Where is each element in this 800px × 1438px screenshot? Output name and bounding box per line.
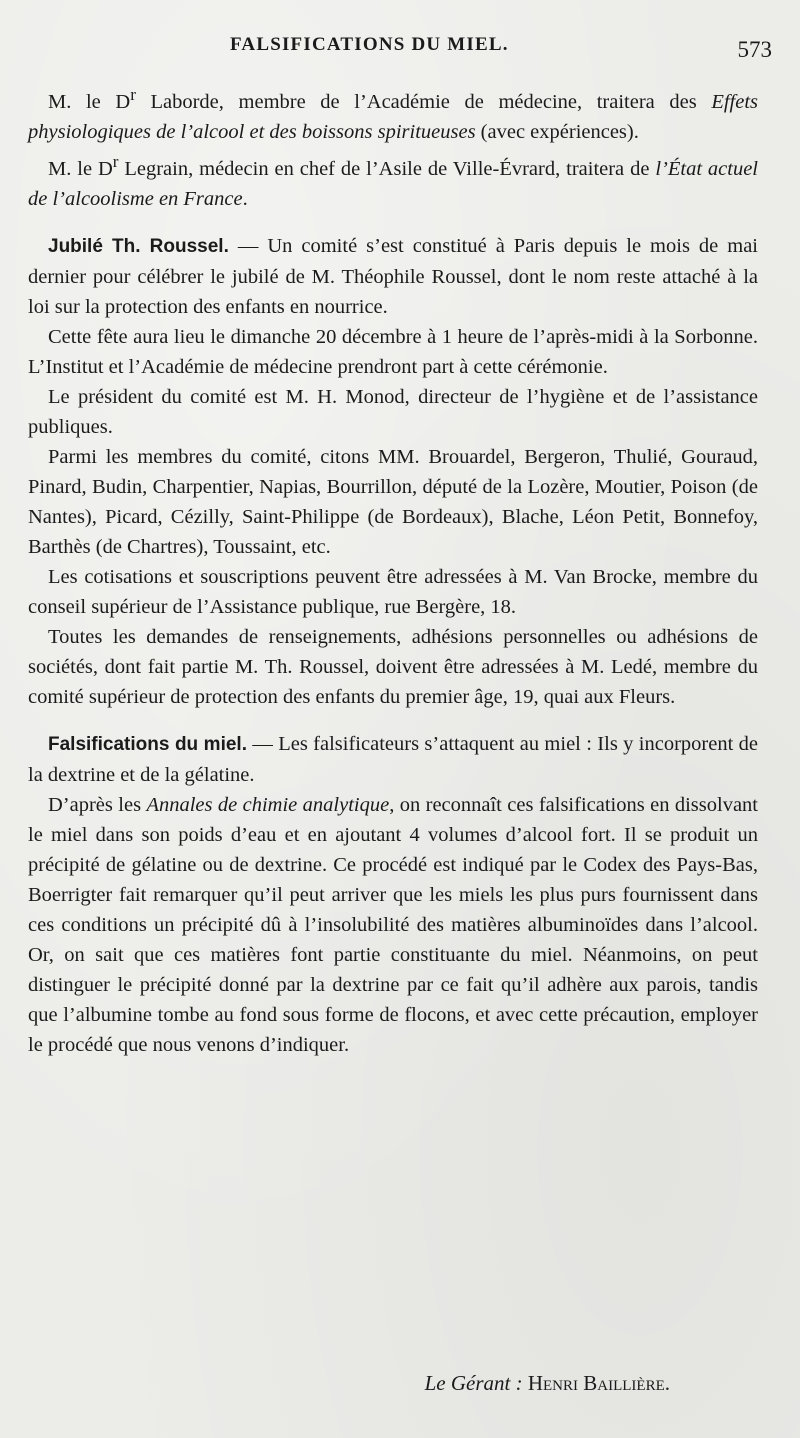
- text-run: Un comité s’est constitué à Paris depuis le mois de mai dernier pour célébrer le jubilé de M. Théophile Roussel, dont le nom reste attaché à la loi sur la protection des enfants en nourrice.: [28, 234, 758, 318]
- italic-title: l’État actuel de l’alcoolisme en France: [28, 157, 759, 210]
- text-run: M. le D: [48, 157, 113, 180]
- paragraph-annales: [28, 790, 758, 1060]
- running-head: FALSIFICATIONS DU MIEL.: [230, 34, 509, 55]
- paragraph-president: Le président du comité est M. H. Monod, directeur de l’hygiène et de l’assistance publiques.: [28, 385, 758, 438]
- paragraph-fete: Cette fête aura lieu le dimanche 20 décembre à 1 heure de l’après-midi à la Sorbonne. L’Institut et l’Académie de médecine prendront part à cette cérémonie.: [28, 325, 758, 378]
- page-number: 573: [737, 37, 772, 62]
- signature-role: Le Gérant :: [424, 1371, 523, 1395]
- page-body: [28, 80, 758, 1060]
- text-run: , on reconnaît ces falsifications en dissolvant le miel dans son poids d’eau et en ajoutant 4 volumes d’alcool fort. Il se produit un précipité de gélatine ou de dextrine. Ce procédé est indiqué par le Codex des Pays-Bas, Boerrigter fait remarquer qu’il peut arriver que les miels les plus purs fournissent dans ces conditions un précipité dû à l’insolubilité des matières albuminoïdes dans l’alcool. Or, on sait que ces matières font partie constituante du miel. Néanmoins, on peut distinguer le précipité donné par la dextrine par ce fait qu’il adhère aux parois, tandis que l’albumine tombe au fond sous forme de flocons, et avec cette précaution, employer le procédé que nous venons d’indiquer.: [28, 793, 758, 1056]
- text-run: D’après les: [48, 793, 147, 816]
- paragraph-demandes: Toutes les demandes de renseignements, adhésions personnelles ou adhésions de sociétés, dont fait partie M. Th. Roussel, doivent être adressées à M. Ledé, membre du comité supérieur de protection des enfants du premier âge, 19, quai aux Fleurs.: [28, 625, 758, 708]
- em-dash: —: [246, 732, 279, 755]
- text-run: .: [242, 187, 248, 210]
- text-run: Legrain, médecin en chef de l’Asile de Ville-Évrard, traitera de: [118, 157, 656, 180]
- section-falsifications: [28, 729, 758, 790]
- text-run: Les falsificateurs s’attaquent au miel : Ils y incorporent de la dextrine et de la gélatine.: [28, 732, 758, 786]
- paragraph-cotisations: Les cotisations et souscriptions peuvent être adressées à M. Van Brocke, membre du conseil supérieur de l’Assistance publique, rue Bergère, 18.: [28, 565, 758, 618]
- italic-title: Annales de chimie analytique: [146, 793, 390, 816]
- text-run: (avec expériences).: [475, 120, 639, 143]
- signature-name: Henri Baillière.: [527, 1371, 670, 1395]
- signature-line: [0, 1371, 800, 1396]
- text-run: Laborde, membre de l’Académie de médecine, traitera des: [135, 90, 712, 113]
- paragraph-laborde: [28, 80, 758, 147]
- section-jubile: [28, 231, 758, 322]
- italic-title: Effets physiologiques de l’alcool et des boissons spiritueuses: [28, 90, 758, 143]
- section-title-jubile: Jubilé Th. Roussel.: [48, 235, 229, 257]
- paragraph-legrain: [28, 147, 758, 214]
- page-header: [0, 34, 800, 64]
- paragraph-membres: Parmi les membres du comité, citons MM. Brouardel, Bergeron, Thulié, Gouraud, Pinard, Budin, Charpentier, Napias, Bourrillon, député de la Lozère, Moutier, Poison (de Nantes), Picard, Cézilly, Saint-Philippe (de Bordeaux), Blache, Léon Petit, Bonnefoy, Barthès (de Chartres), Toussaint, etc.: [28, 445, 758, 558]
- superscript: r: [112, 151, 119, 171]
- text-run: M. le D: [48, 90, 131, 113]
- superscript: r: [130, 85, 136, 104]
- section-title-falsifications: Falsifications du miel.: [48, 733, 247, 755]
- em-dash: —: [228, 234, 268, 257]
